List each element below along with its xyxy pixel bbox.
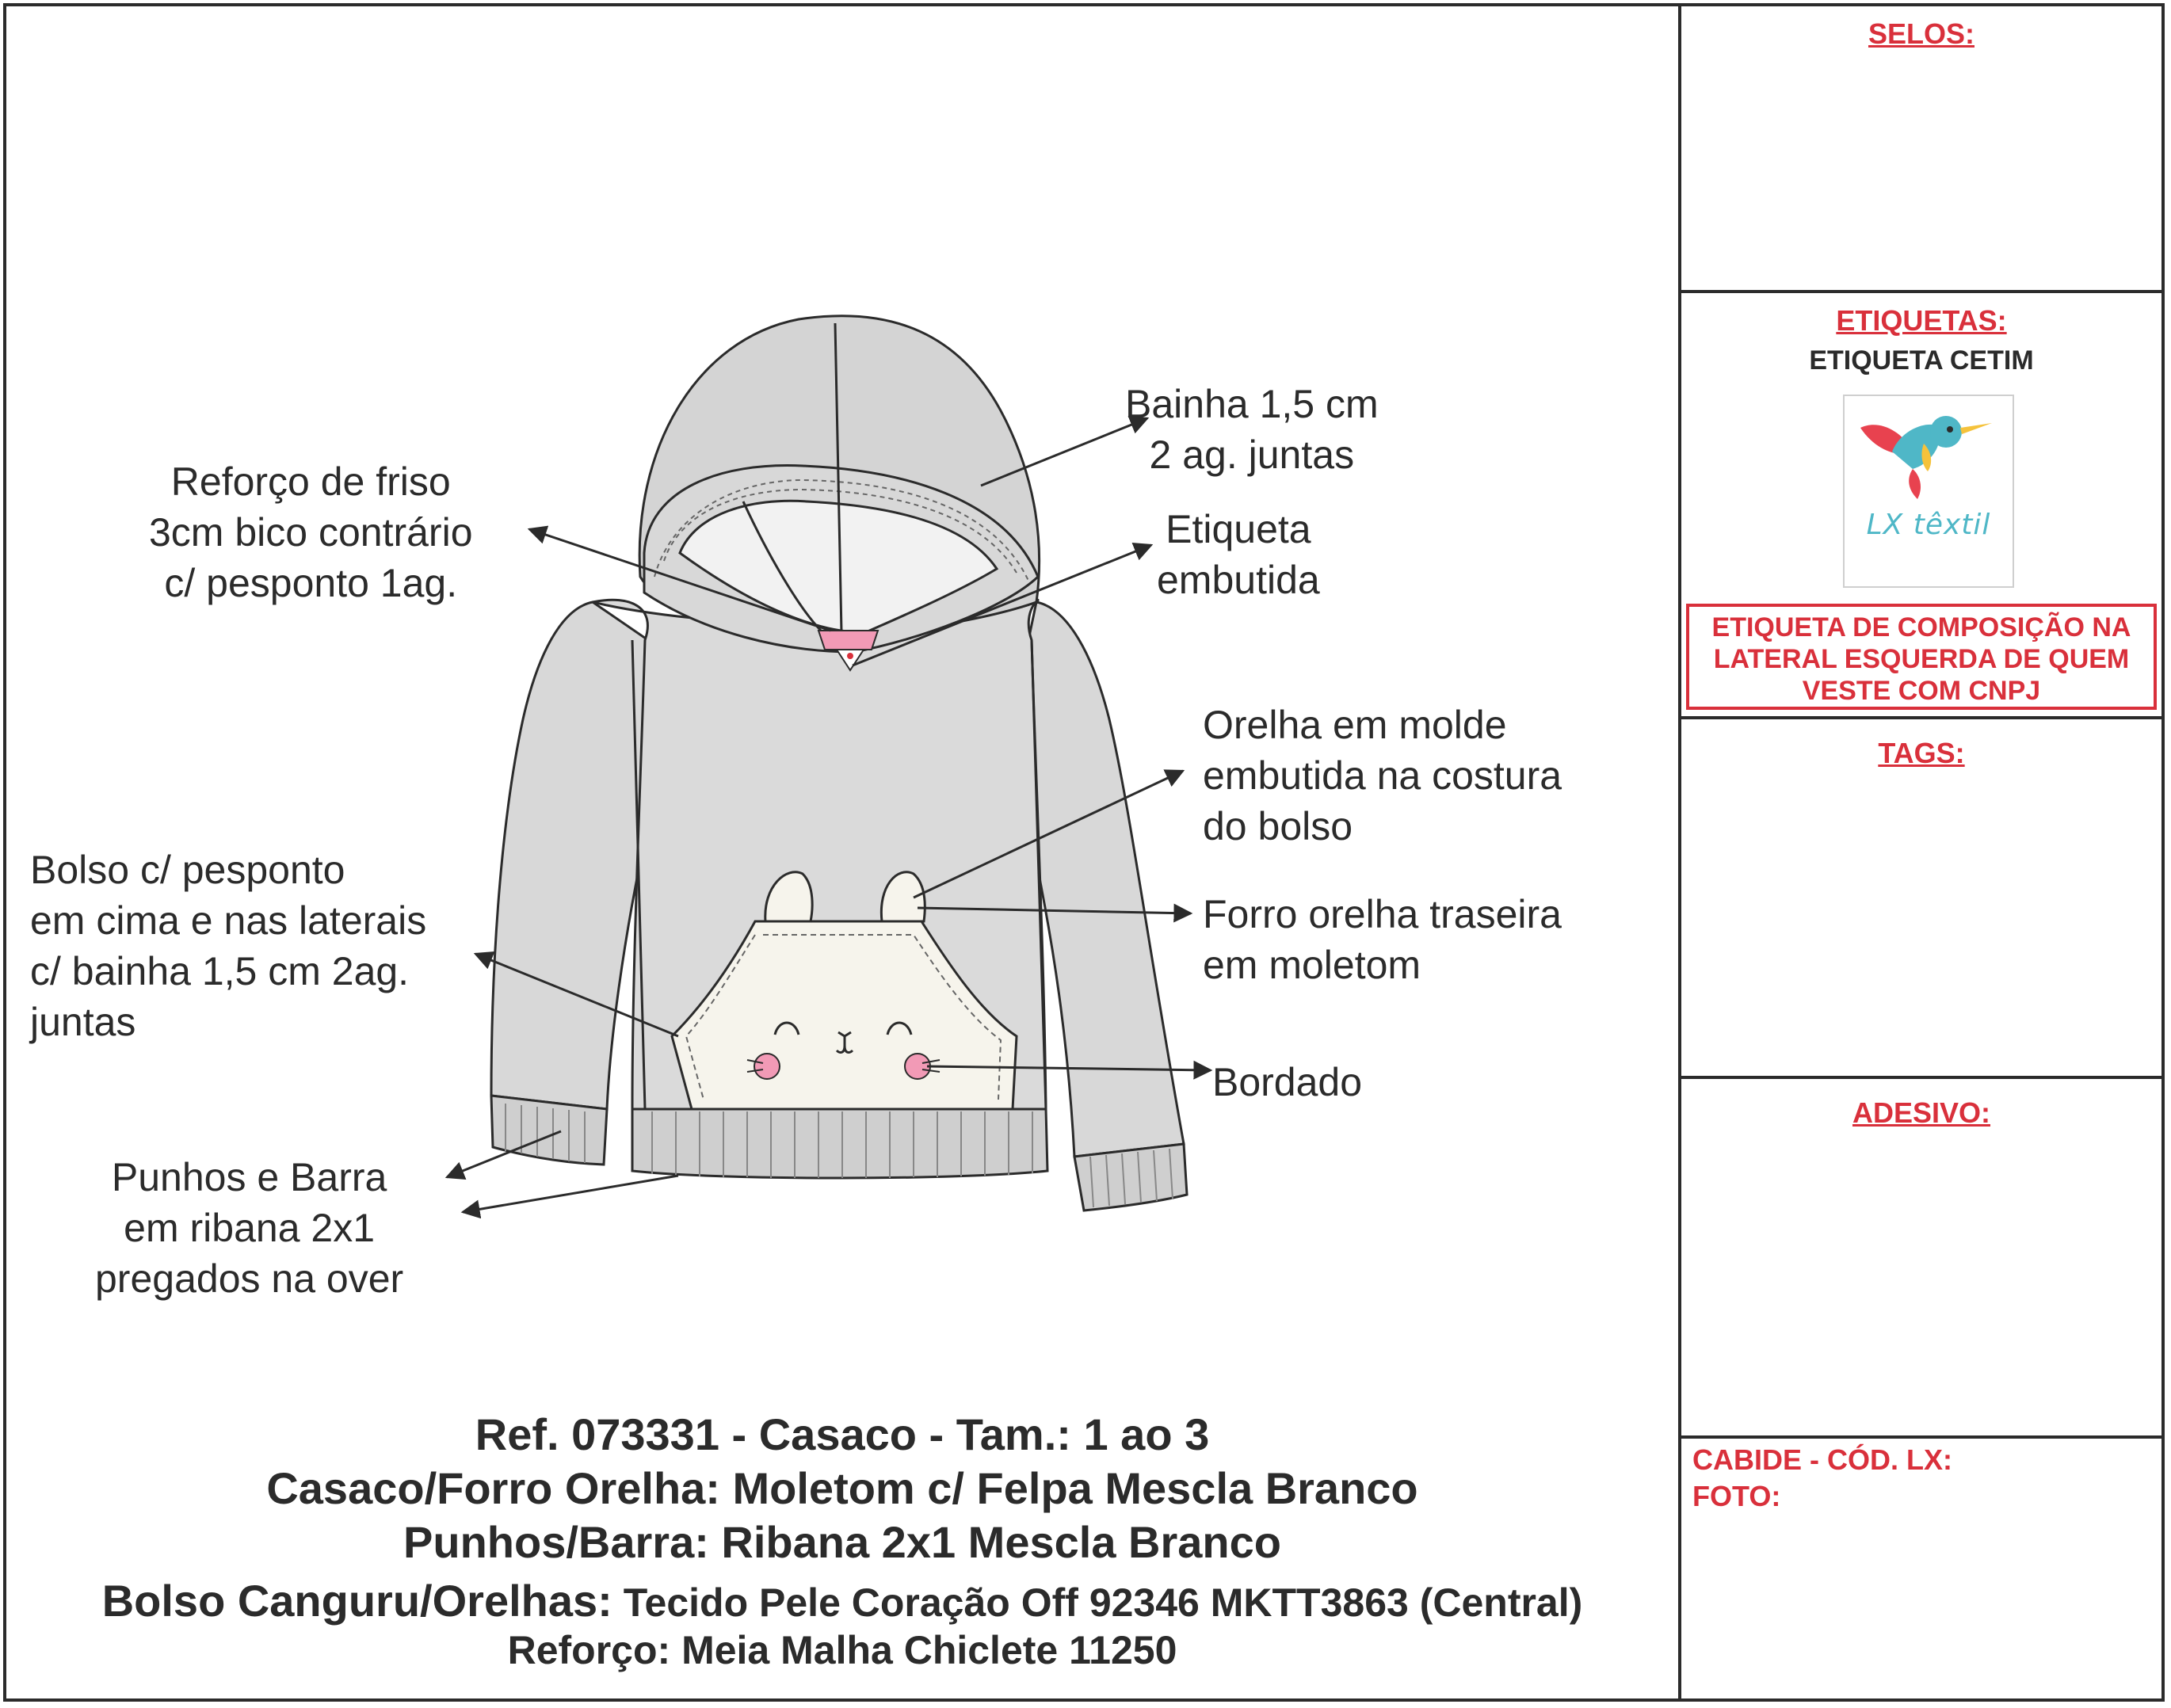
hummingbird-icon xyxy=(1845,396,2013,507)
selos-title: SELOS: xyxy=(1868,17,1975,50)
section-etiquetas xyxy=(1681,293,2161,719)
note-bordado: Bordado xyxy=(1212,1060,1363,1104)
note-bainha: Bainha 1,5 cm 2 ag. juntas xyxy=(1125,382,1379,477)
cheek-left xyxy=(754,1054,780,1079)
note-reforco: Reforço de friso 3cm bico contrário c/ pesponto 1ag. xyxy=(149,459,473,605)
spec-reinforcement: Reforço: Meia Malha Chiclete 11250 xyxy=(507,1628,1177,1672)
cheek-right xyxy=(905,1054,930,1079)
note-bolso: Bolso c/ pesponto em cima e nas laterais c/ bainha 1,5 cm 2ag. juntas xyxy=(30,848,427,1044)
left-sleeve xyxy=(491,602,648,1109)
brand-logo-label xyxy=(1843,395,2014,588)
spec-cuffs: Punhos/Barra: Ribana 2x1 Mescla Branco xyxy=(403,1517,1281,1567)
cabide-label: CABIDE - CÓD. LX: xyxy=(1692,1443,1952,1476)
spec-pocket: Bolso Canguru/Orelhas: Tecido Pele Coração Off 92346 MKTT3863 (Central) xyxy=(101,1576,1583,1626)
tech-sheet xyxy=(3,3,2165,1702)
adesivo-title: ADESIVO: xyxy=(1852,1096,1991,1129)
foto-label: FOTO: xyxy=(1692,1480,1781,1512)
main-drawing-area xyxy=(6,6,1678,1698)
arrow-barra xyxy=(463,1176,678,1212)
composition-notice: ETIQUETA DE COMPOSIÇÃO NA LATERAL ESQUERDA DE QUEM VESTE COM CNPJ xyxy=(1686,604,2157,710)
etiqueta-type: ETIQUETA CETIM xyxy=(1809,345,2034,376)
section-tags xyxy=(1681,719,2161,1079)
note-forro-orelha: Forro orelha traseira em moletom xyxy=(1203,892,1562,987)
left-cuff xyxy=(491,1096,607,1165)
section-cabide xyxy=(1681,1439,2161,1698)
right-sleeve xyxy=(1028,602,1184,1157)
sidebar-panel xyxy=(1678,6,2161,1698)
spec-fabric: Casaco/Forro Orelha: Moletom c/ Felpa Mescla Branco xyxy=(266,1463,1418,1513)
brand-logo-text: LX têxtil xyxy=(1866,509,1991,541)
note-punhos: Punhos e Barra em ribana 2x1 pregados na over xyxy=(95,1155,404,1301)
etiquetas-title: ETIQUETAS: xyxy=(1836,304,2007,337)
tags-title: TAGS: xyxy=(1878,737,1965,769)
spec-reference: Ref. 073331 - Casaco - Tam.: 1 ao 3 xyxy=(475,1409,1210,1459)
section-adesivo xyxy=(1681,1079,2161,1439)
note-orelha-molde: Orelha em molde embutida na costura do bolso xyxy=(1203,703,1562,848)
pink-reinforcement xyxy=(818,631,878,650)
note-etiqueta-embutida: Etiqueta embutida xyxy=(1157,507,1320,602)
section-selos xyxy=(1681,6,2161,293)
